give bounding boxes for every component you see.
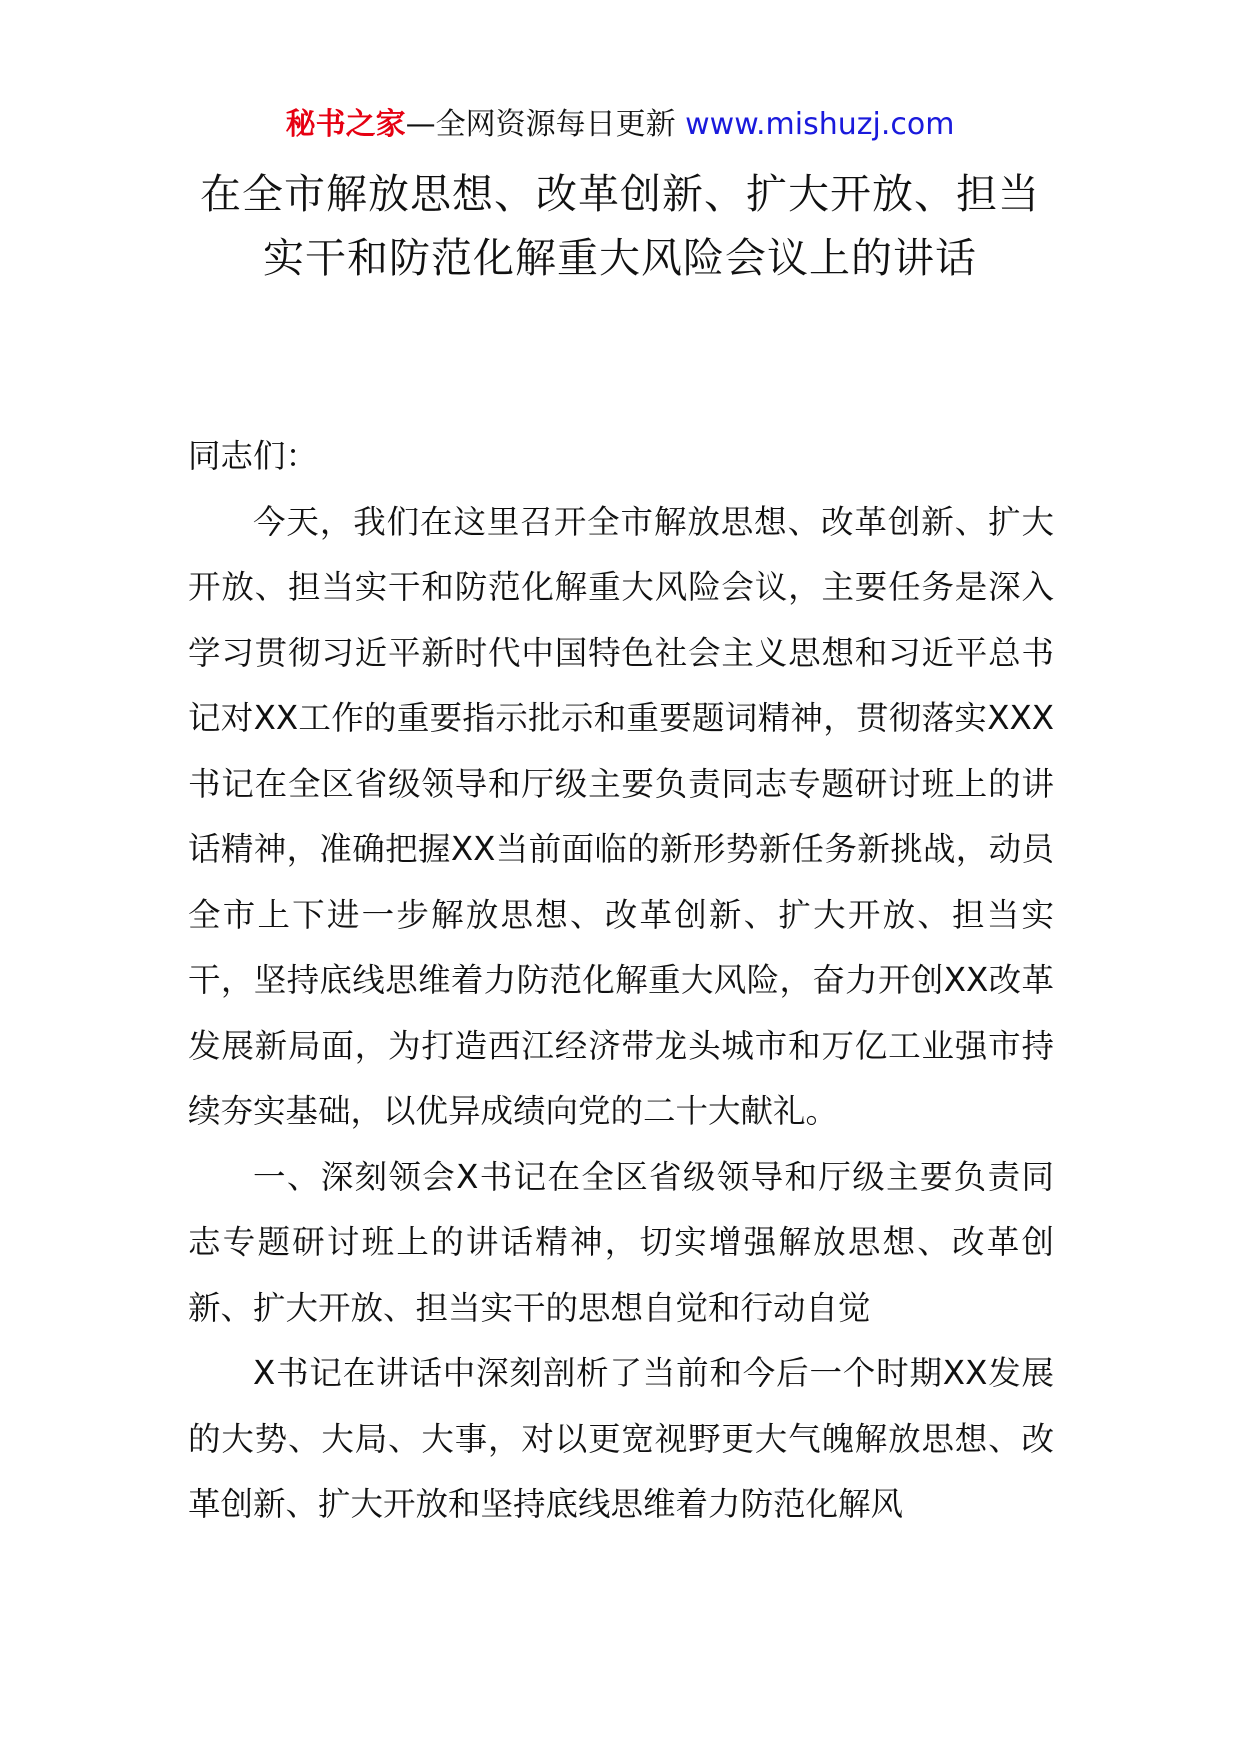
salutation: 同志们： [188,437,319,475]
paragraph-intro: 今天，我们在这里召开全市解放思想、改革创新、扩大开放、担当实干和防范化解重大风险会议，主要任务是深入学习贯彻习近平新时代中国特色社会主义思想和习近平总书记对XX工作的重要指示批示和重要题词精神，贯彻落实XXX书记在全区省级领导和厅级主要负责同志专题研讨班上的讲话精神，准确把握XX当前面临的新形势新任务新挑战，动员全市上下进一步解放思想、改革创新、扩大开放、担当实干，坚持底线思维着力防范化解重大风险，奋力开创XX改革发展新局面，为打造西江经济带龙头城市和万亿工业强市持续夯实基础，以优异成绩向党的二十大献礼。 [188,502,1054,1130]
paragraph-section-1: X书记在讲话中深刻剖析了当前和今后一个时期XX发展的大势、大局、大事，对以更宽视野更大气魄解放思想、改革创新、扩大开放和坚持底线思维着力防范化解风 [188,1354,1054,1523]
banner-brand: 秘书之家 [285,107,406,142]
site-banner [0,104,1240,146]
document-body [188,424,1054,1538]
document-title: 在全市解放思想、改革创新、扩大开放、担当实干和防范化解重大风险会议上的讲话 [200,170,1040,282]
banner-url-link[interactable]: www.mishuzj.com [685,107,955,142]
section-heading-1: 一、深刻领会X书记在全区省级领导和厅级主要负责同志专题研讨班上的讲话精神，切实增强解放思想、改革创新、扩大开放、担当实干的思想自觉和行动自觉 [188,1157,1054,1327]
banner-tagline: —全网资源每日更新 [405,107,676,142]
